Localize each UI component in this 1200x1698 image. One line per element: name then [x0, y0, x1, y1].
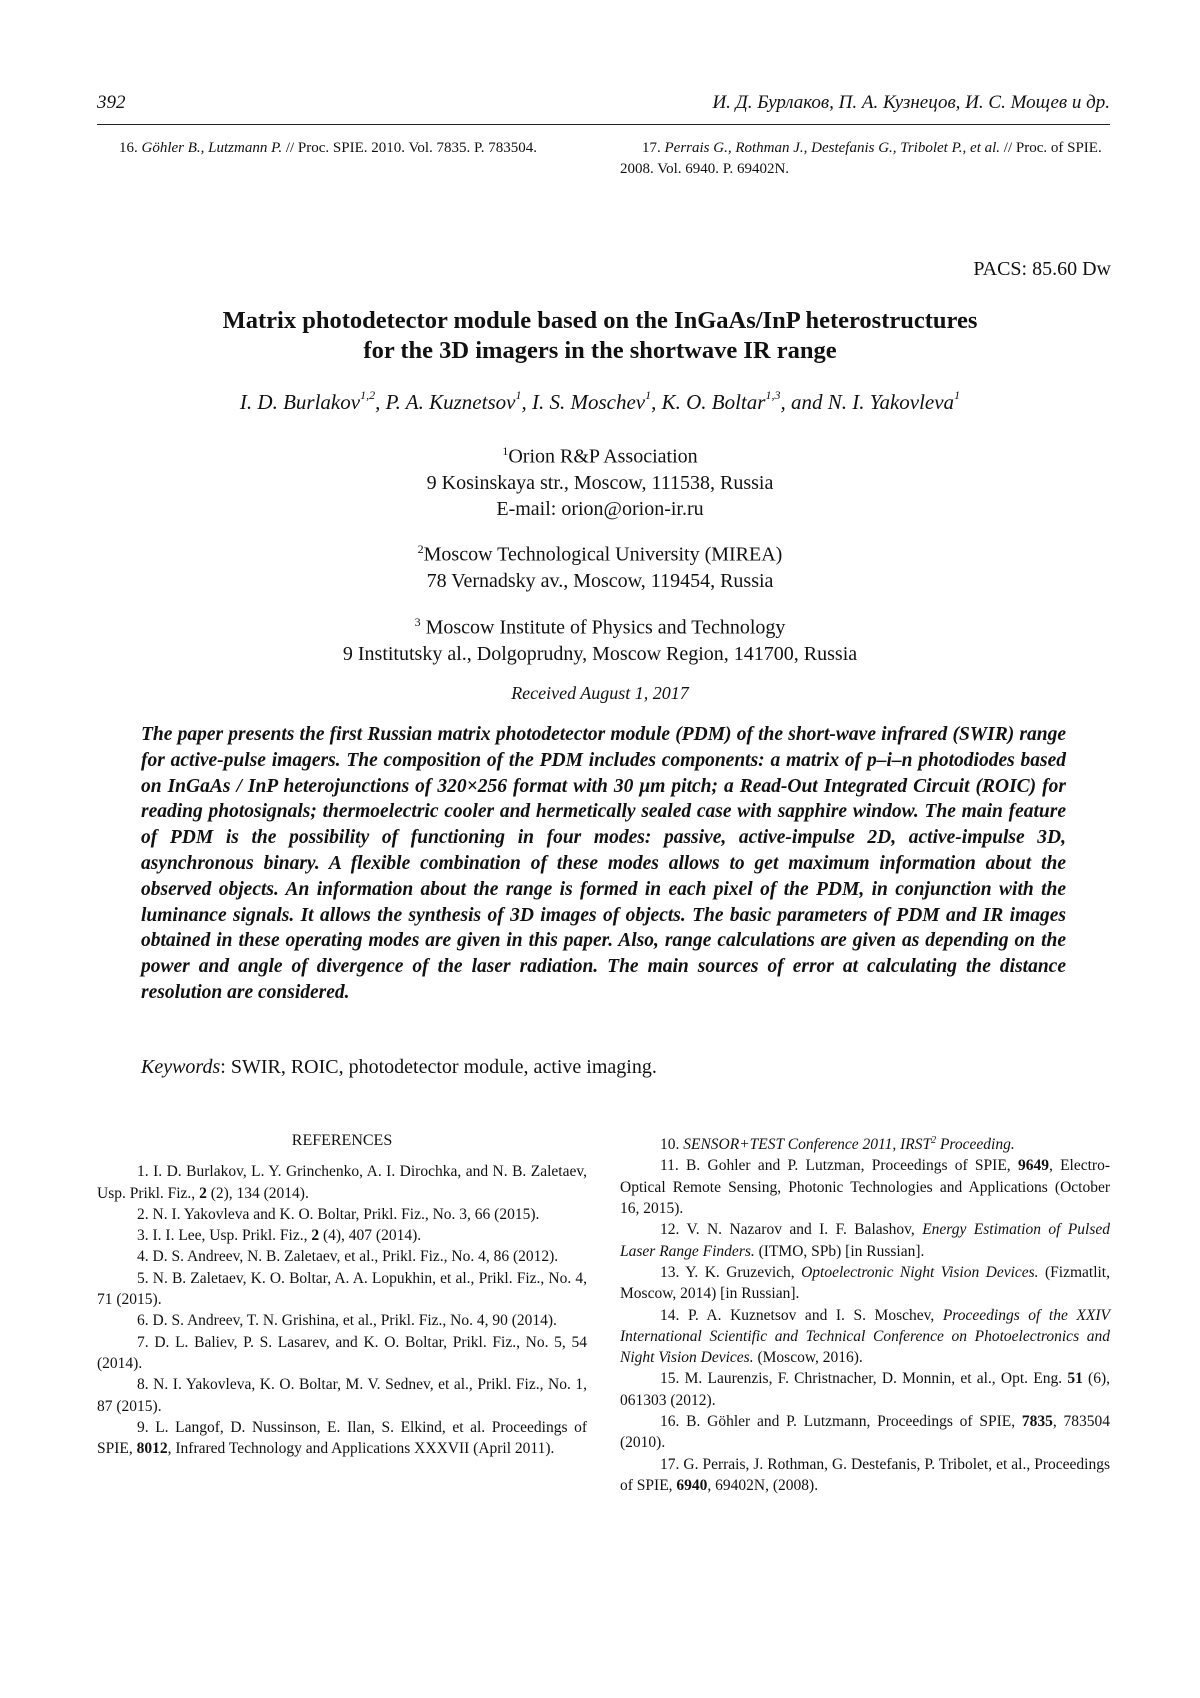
author: P. A. Kuznetsov — [385, 390, 516, 414]
previous-reference-17: 17. Perrais G., Rothman J., Destefanis G., Tribolet P., et al. // Proc. of SPIE. 2008. Vol. 6940. P. 69402N. — [620, 140, 1102, 177]
keywords-label: Keywords — [141, 1056, 221, 1078]
reference-item: 13. Y. K. Gruzevich, Optoelectronic Night Vision Devices. (Fizmatlit, Moscow, 2014) [in Russian]. — [620, 1263, 1110, 1303]
reference-item: 2. N. I. Yakovleva and K. O. Boltar, Prikl. Fiz., No. 3, 66 (2015). — [137, 1205, 540, 1223]
reference-item: 9. L. Langof, D. Nussinson, E. Ilan, S. Elkind, et al. Proceedings of SPIE, 8012, Infrared Technology and Applications XXXVII (April 2011). — [97, 1418, 587, 1458]
author: I. D. Burlakov — [239, 390, 361, 414]
author-affiliation-mark: 1,2 — [360, 388, 376, 402]
references-column-right — [620, 1130, 1110, 1496]
references-heading: REFERENCES — [291, 1132, 393, 1149]
received-date: Received August 1, 2017 — [511, 683, 689, 703]
references-column-left — [97, 1130, 587, 1459]
reference-item: 17. G. Perrais, J. Rothman, G. Destefanis, P. Tribolet, et al., Proceedings of SPIE, 6940, 69402N, (2008). — [620, 1455, 1110, 1494]
reference-item: 6. D. S. Andreev, T. N. Grishina, et al., Prikl. Fiz., No. 4, 90 (2014). — [137, 1312, 557, 1330]
reference-item: 12. V. N. Nazarov and I. F. Balashov, Energy Estimation of Pulsed Laser Range Finders. (ITMO, SPb) [in Russian]. — [620, 1221, 1110, 1260]
keywords-list: : SWIR, ROIC, photodetector module, active imaging. — [220, 1056, 657, 1078]
reference-item: 3. I. I. Lee, Usp. Prikl. Fiz., 2 (4), 407 (2014). — [137, 1227, 422, 1245]
contact-email: E-mail: orion@orion-ir.ru — [496, 497, 704, 520]
affiliation-2: $^2$Moscow Technological University (MIREA) 78 Vernadsky av., Moscow, 119454, Russia — [417, 542, 783, 592]
previous-reference-16: 16. Göhler B., Lutzmann P. // Proc. SPIE. 2010. Vol. 7835. P. 783504. — [119, 140, 537, 156]
title-line: Matrix photodetector module based on the InGaAs/InP heterostructures — [222, 307, 978, 334]
reference-item: 15. M. Laurenzis, F. Christnacher, D. Monnin, et al., Opt. Eng. 51 (6), 061303 (2012). — [620, 1370, 1111, 1409]
running-head-authors: И. Д. Бурлаков, П. А. Кузнецов, И. С. Мощев и др. — [712, 92, 1110, 113]
author-affiliation-mark: 1 — [515, 388, 522, 402]
author: K. O. Boltar — [661, 390, 766, 414]
reference-item: 1. I. D. Burlakov, L. Y. Grinchenko, A. I. Dirochka, and N. B. Zaletaev, Usp. Prikl. Fiz., 2 (2), 134 (2014). — [97, 1163, 587, 1202]
author-affiliation-mark: 1 — [645, 388, 652, 402]
reference-item: 4. D. S. Andreev, N. B. Zaletaev, et al., Prikl. Fiz., No. 4, 86 (2012). — [137, 1248, 559, 1266]
keywords — [141, 1056, 657, 1079]
author-affiliation-mark: 1 — [954, 388, 961, 402]
reference-item: 16. B. Göhler and P. Lutzmann, Proceedings of SPIE, 7835, 783504 (2010). — [620, 1413, 1111, 1452]
reference-item: 5. N. B. Zaletaev, K. O. Boltar, A. A. Lopukhin, et al., Prikl. Fiz., No. 4, 71 (2015). — [97, 1269, 587, 1309]
running-head — [97, 92, 1110, 125]
affiliation-3: $^3$ Moscow Institute of Physics and Technology 9 Institutsky al., Dolgoprudny, Moscow Region, 141700, Russia — [342, 615, 858, 665]
pacs-code: PACS: 85.60 Dw — [973, 258, 1111, 280]
paper-title — [100, 306, 1100, 366]
author-affiliation-mark: 1,3 — [765, 388, 781, 402]
author: I. S. Moschev — [531, 390, 646, 414]
title-line: for the 3D imagers in the shortwave IR range — [363, 337, 837, 364]
author: N. I. Yakovleva — [827, 390, 955, 414]
reference-item: 11. B. Gohler and P. Lutzman, Proceedings of SPIE, 9649, Electro-Optical Remote Sensing, Photonic Technologies and Applications (October 16, 2015). — [620, 1157, 1111, 1218]
reference-item: 7. D. L. Baliev, P. S. Lasarev, and K. O. Boltar, Prikl. Fiz., No. 5, 54 (2014). — [97, 1333, 587, 1372]
author-list: I. D. Burlakov$^{1,2}$, P. A. Kuznetsov$^1$, I. S. Moschev$^1$, K. O. Boltar$^{1,3}$, and N. I. Yakovleva$^1$ — [239, 388, 961, 414]
abstract: The paper presents the first Russian matrix photodetector module (PDM) of the short-wave infrared (SWIR) range for active-pulse imagers. The composition of the PDM includes components: a matrix of p–i–n photodiodes based on InGaAs / InP heterojunctions of 320×256 format with 30 μm pitch; a Read-Out Integrated Circuit (ROIC) for reading photosignals; thermoelectric cooler and hermetically sealed case with sapphire window. The main feature of PDM is the possibility of functioning in four modes: passive, active-impulse 2D, active-impulse 3D, asynchronous binary. A flexible combination of these modes allows to get maximum information about the observed objects. An information about the range is formed in each pixel of the PDM, in conjunction with the luminance signals. It allows the synthesis of 3D images of objects. The basic parameters of PDM and IR images obtained in these operating modes are given in this paper. Also, range calculations are given as depending on the power and angle of divergence of the laser radiation. The main sources of error at calculating the distance resolution are considered. — [141, 724, 1066, 1003]
page-number: 392 — [97, 92, 126, 113]
reference-item: 8. N. I. Yakovleva, K. O. Boltar, M. V. Sednev, et al., Prikl. Fiz., No. 1, 87 (2015). — [97, 1376, 587, 1415]
reference-item: 10. SENSOR+TEST Conference 2011, IRST$^2$ Proceeding. — [660, 1135, 1015, 1154]
affiliation-1: $^1$Orion R&P Association 9 Kosinskaya str., Moscow, 111538, Russia E-mail: orion@orion-ir.ru — [100, 438, 1100, 522]
reference-item: 14. P. A. Kuznetsov and I. S. Moschev, Proceedings of the XXIV International Scientific and Technical Conference on Photoelectronics and Night Vision Devices. (Moscow, 2016). — [620, 1306, 1110, 1367]
